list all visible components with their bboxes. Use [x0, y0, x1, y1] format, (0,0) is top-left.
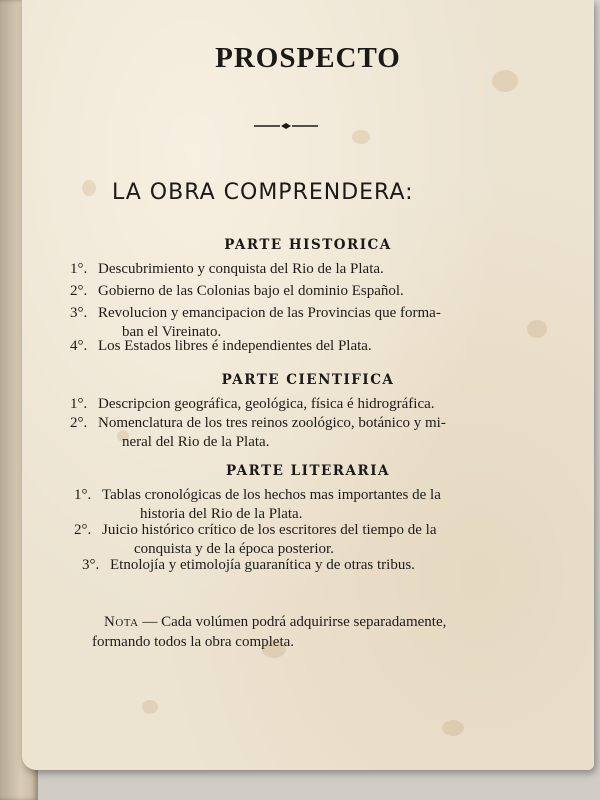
foxing-stain: [82, 180, 96, 196]
item-text: Descubrimiento y conquista del Rio de la Plata.: [98, 261, 384, 277]
item-text: Etnolojía y etimolojía guaraníticа y de otras tribus.: [110, 557, 415, 573]
item-number: 1°.: [70, 396, 88, 412]
list-item: [74, 486, 514, 524]
list-item: [74, 521, 514, 559]
item-number: 2°.: [70, 283, 88, 299]
list-item: [70, 395, 510, 414]
item-text-line1: Juicio histórico crítico de los escritores del tiempo de la: [102, 522, 437, 538]
foxing-stain: [442, 720, 464, 736]
item-text: Los Estados libres é independientes del Plata.: [98, 338, 372, 354]
item-number: 1°.: [70, 261, 88, 277]
item-text: Gobierno de las Colonias bajo el dominio Español.: [98, 283, 404, 299]
item-text-line2: ban el Vireinato.: [122, 324, 222, 340]
foxing-stain: [352, 130, 370, 144]
item-text: Descripcion geográfica, geológica, física é hidrográfica.: [98, 396, 435, 412]
section-heading-literaria: PARTE LITERARIA: [225, 463, 390, 479]
nota-paragraph: [92, 612, 502, 652]
list-item: [70, 337, 510, 356]
foxing-stain: [142, 700, 158, 714]
section-heading-historica: PARTE HISTORICA: [224, 237, 392, 253]
item-number: 3°.: [70, 305, 88, 321]
ornament-rule: [254, 122, 318, 130]
item-number: 3°.: [82, 557, 100, 573]
item-text-line1: Revolucion y emancipacion de las Provincias que forma-: [98, 305, 441, 321]
list-item: [70, 260, 510, 279]
nota-text: — Cada volúmen podrá adquirirse separadamente, formando todos la obra completa.: [92, 614, 447, 650]
item-number: 2°.: [74, 522, 92, 538]
item-text-line1: Tablas cronológicas de los hechos mas importantes de la: [102, 487, 441, 503]
list-item: [82, 556, 522, 575]
item-text-line1: Nomenclatura de los tres reinos zoológico, botánico y mi-: [98, 415, 446, 431]
list-item: [70, 414, 510, 452]
page-title: PROSPECTO: [215, 42, 401, 74]
page-subtitle: LA OBRA COMPRENDERA:: [112, 180, 414, 205]
section-heading-cientifica: PARTE CIENTIFICA: [221, 372, 395, 388]
item-number: 1°.: [74, 487, 92, 503]
nota-label: Nota: [104, 614, 139, 630]
item-text-line2: historia del Rio de la Plata.: [140, 506, 303, 522]
item-number: 4°.: [70, 338, 88, 354]
item-number: 2°.: [70, 415, 88, 431]
foxing-stain: [527, 320, 547, 338]
book-page: [22, 0, 594, 770]
list-item: [70, 282, 510, 301]
item-text-line2: conquista y de la época posterior.: [134, 541, 334, 557]
item-text-line2: neral del Rio de la Plata.: [122, 434, 270, 450]
